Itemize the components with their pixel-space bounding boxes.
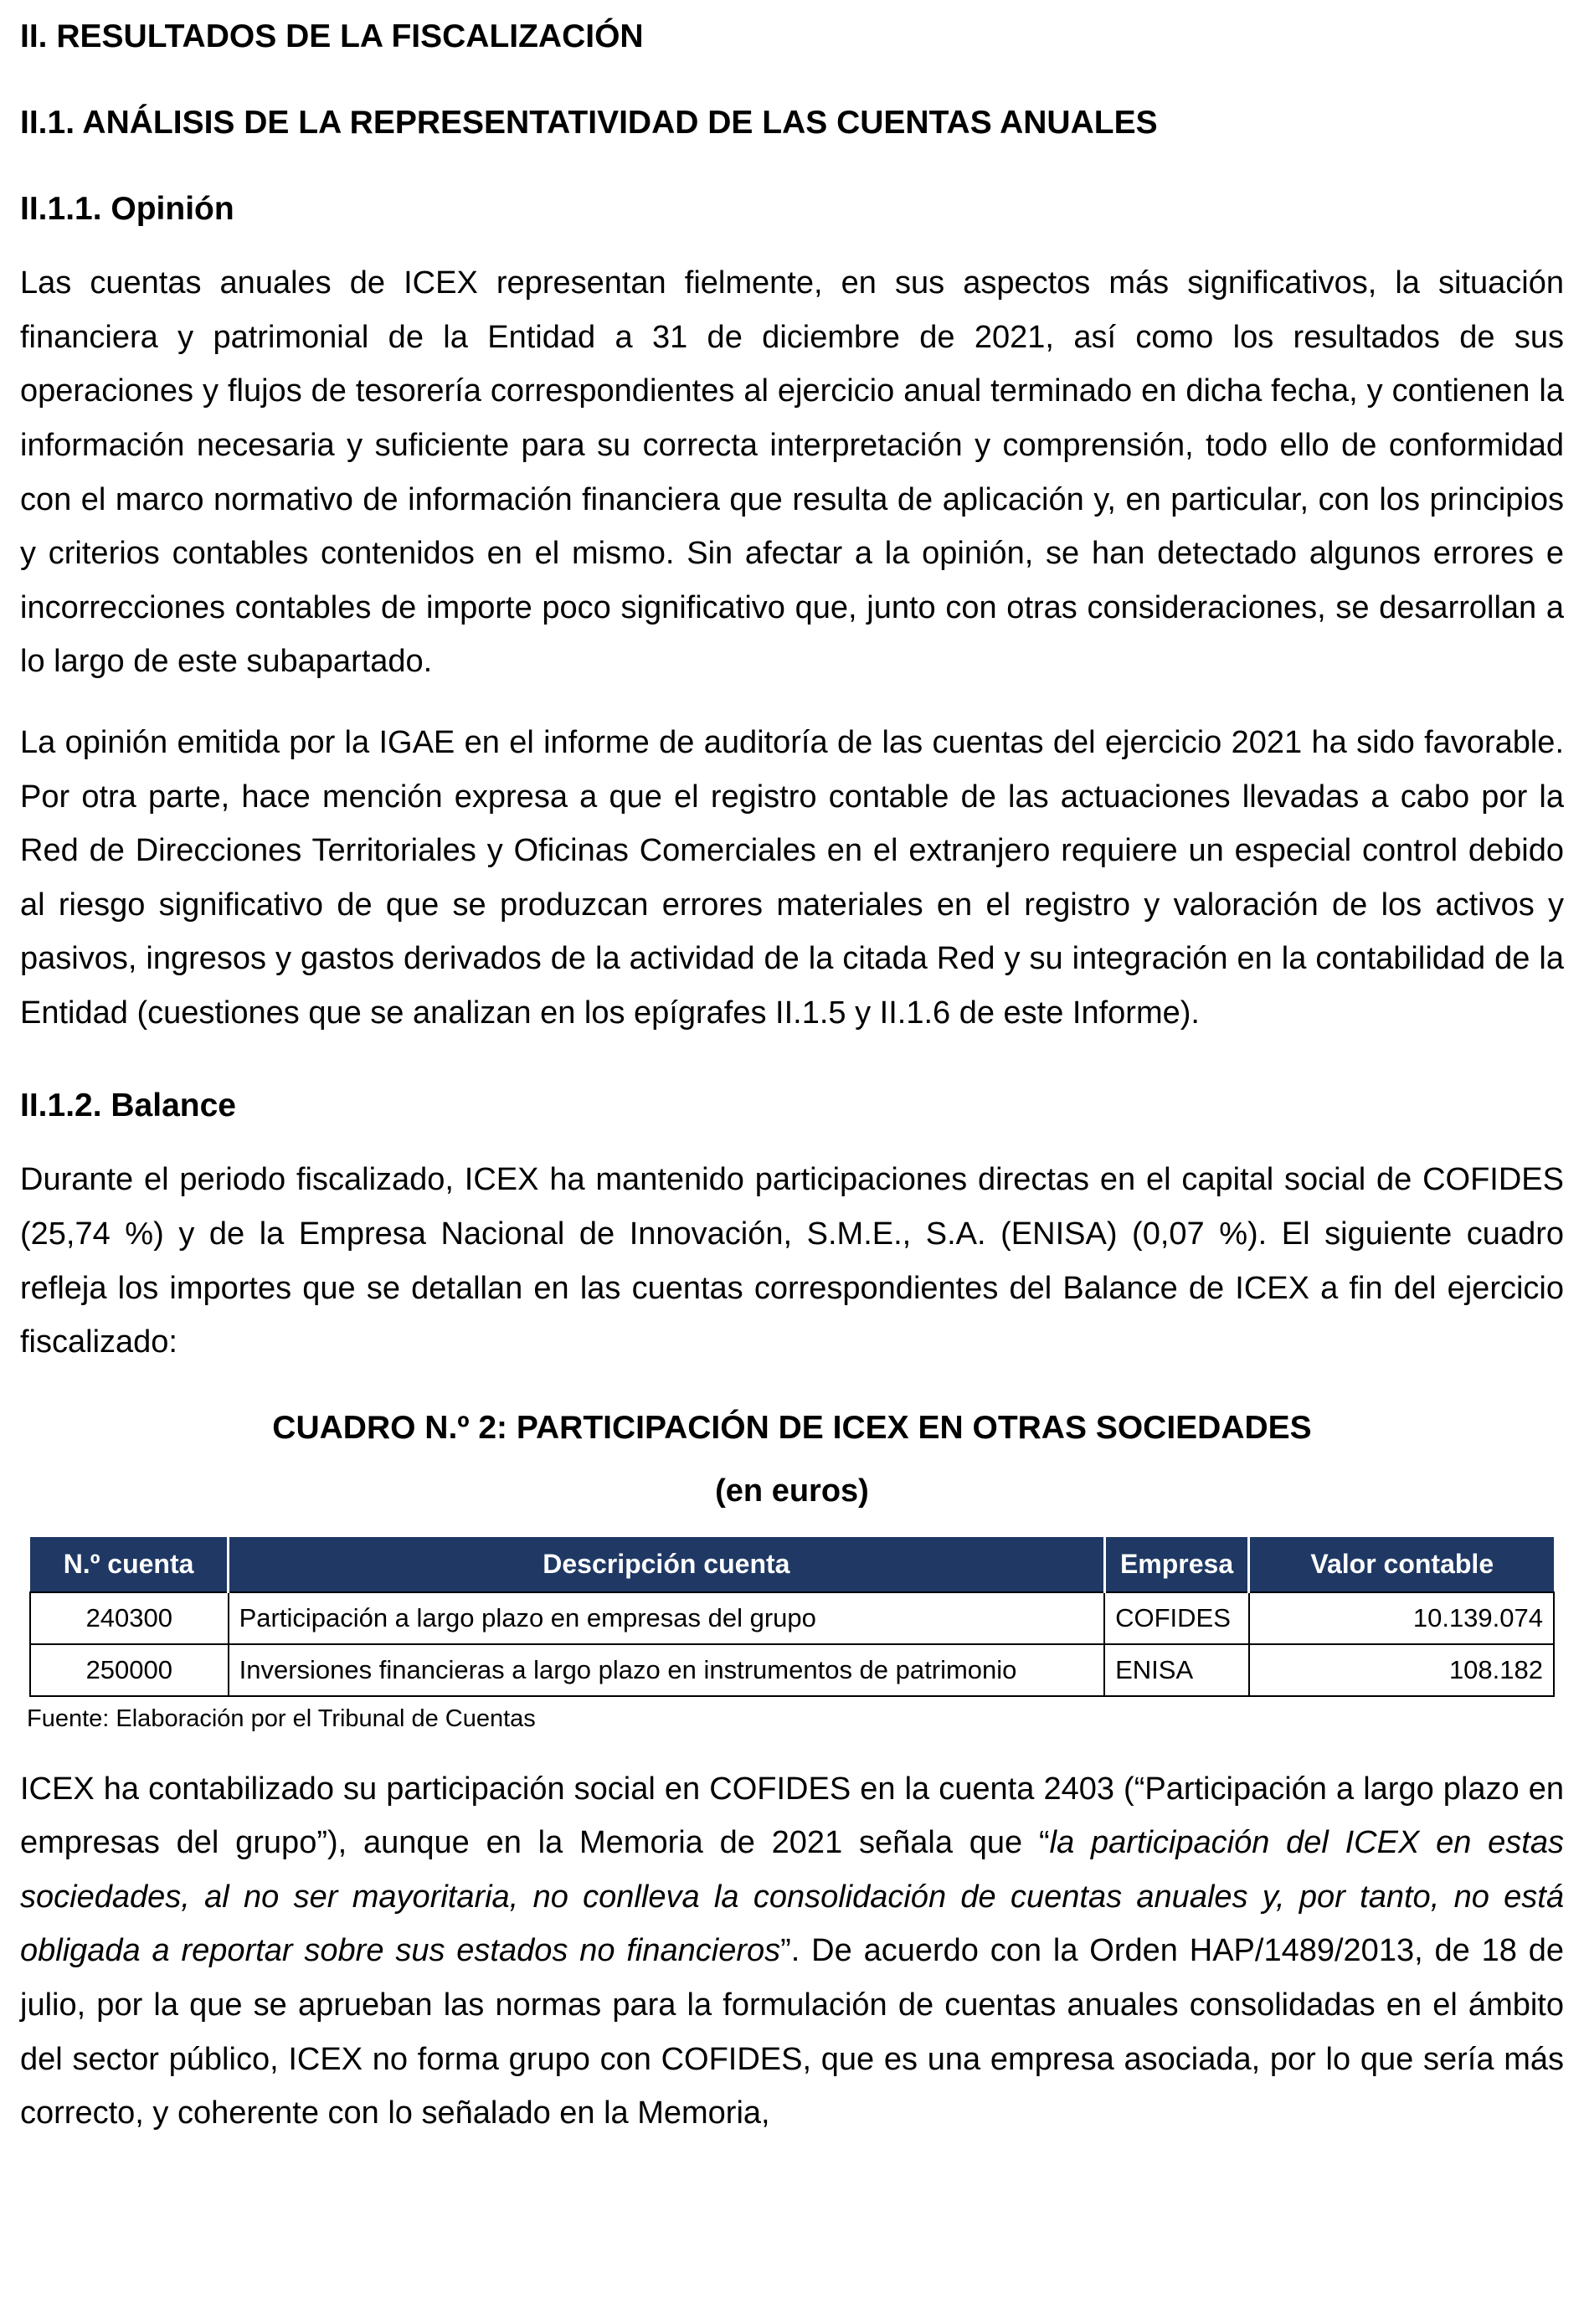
paragraph-balance-1: Durante el periodo fiscalizado, ICEX ha mantenido participaciones directas en el capital social de COFIDES (25,74 %) y de la Empresa Nacional de Innovación, S.M.E., S.A. (ENISA) (0,07 %). El siguiente cuadro refleja los importes que se detallan en las cuentas correspondientes del Balance de ICEX a fin del ejercicio fiscalizado:	[20, 1162, 1564, 1360]
column-header-numero-cuenta: N.º cuenta	[30, 1537, 229, 1592]
cell-empresa: ENISA	[1104, 1644, 1249, 1696]
subsection-heading-balance: II.1.2. Balance	[20, 1087, 236, 1123]
cell-numero-cuenta: 250000	[30, 1644, 229, 1696]
column-header-empresa: Empresa	[1104, 1537, 1249, 1592]
table-source-note: Fuente: Elaboración por el Tribunal de Cuentas	[27, 1704, 536, 1732]
paragraph-after-table-quote: la participación del ICEX en estas sociedades, al no ser mayoritaria, no conlleva la consolidación de cuentas anuales y, por tanto, no está obligada a reportar sobre sus estados no financieros	[20, 1825, 1564, 1969]
subsection-heading-opinion: II.1.1. Opinión	[20, 190, 234, 227]
cell-numero-cuenta: 240300	[30, 1592, 229, 1644]
paragraph-opinion-2: La opinión emitida por la IGAE en el informe de auditoría de las cuentas del ejercicio 2021 ha sido favorable. Por otra parte, hace mención expresa a que el registro contable de las actuaciones llevadas a cabo por la Red de Direcciones Territoriales y Oficinas Comerciales en el extranjero requiere un especial control debido al riesgo significativo de que se produzcan errores materiales en el registro y valoración de los activos y pasivos, ingresos y gastos derivados de la actividad de la citada Red y su integración en la contabilidad de la Entidad (cuestiones que se analizan en los epígrafes II.1.5 y II.1.6 de este Informe).	[20, 725, 1564, 1031]
table-row-enisa	[30, 1644, 1554, 1696]
subsection-heading-analisis: II.1. ANÁLISIS DE LA REPRESENTATIVIDAD DE LAS CUENTAS ANUALES	[20, 104, 1158, 141]
cell-valor-contable: 10.139.074	[1249, 1592, 1554, 1644]
table-subtitle: (en euros)	[715, 1473, 869, 1509]
cell-empresa: COFIDES	[1104, 1592, 1249, 1644]
paragraph-after-table-lead: ICEX ha contabilizado su participación social en COFIDES en la cuenta 2403 (“Participación a largo plazo en empresas del grupo”), aunque en la Memoria de 2021 señala que “	[20, 1771, 1564, 1861]
cell-descripcion-cuenta: Participación a largo plazo en empresas del grupo	[229, 1592, 1105, 1644]
paragraph-after-table-tail: ”. De acuerdo con la Orden HAP/1489/2013, de 18 de julio, por la que se aprueban las normas para la formulación de cuentas anuales consolidadas en el ámbito del sector público, ICEX no forma grupo con COFIDES, que es una empresa asociada, por lo que sería más correcto, y coherente con lo señalado en la Memoria,	[20, 1933, 1564, 2131]
cell-valor-contable: 108.182	[1249, 1644, 1554, 1696]
column-header-descripcion-cuenta: Descripción cuenta	[229, 1537, 1105, 1592]
section-heading-resultados: II. RESULTADOS DE LA FISCALIZACIÓN	[20, 18, 644, 54]
table-title: CUADRO N.º 2: PARTICIPACIÓN DE ICEX EN OTRAS SOCIEDADES	[272, 1409, 1312, 1446]
table-row-cofides	[30, 1592, 1554, 1644]
column-header-valor-contable: Valor contable	[1249, 1537, 1554, 1592]
paragraph-opinion-1: Las cuentas anuales de ICEX representan fielmente, en sus aspectos más significativos, la situación financiera y patrimonial de la Entidad a 31 de diciembre de 2021, así como los resultados de sus operaciones y flujos de tesorería correspondientes al ejercicio anual terminado en dicha fecha, y contienen la información necesaria y suficiente para su correcta interpretación y comprensión, todo ello de conformidad con el marco normativo de información financiera que resulta de aplicación y, en particular, con los principios y criterios contables contenidos en el mismo. Sin afectar a la opinión, se han detectado algunos errores e incorrecciones contables de importe poco significativo que, junto con otras consideraciones, se desarrollan a lo largo de este subapartado.	[20, 265, 1564, 680]
table-header-row	[30, 1537, 1554, 1592]
cell-descripcion-cuenta: Inversiones financieras a largo plazo en instrumentos de patrimonio	[229, 1644, 1105, 1696]
paragraph-after-table	[20, 1762, 1564, 2141]
participation-table	[29, 1537, 1555, 1697]
